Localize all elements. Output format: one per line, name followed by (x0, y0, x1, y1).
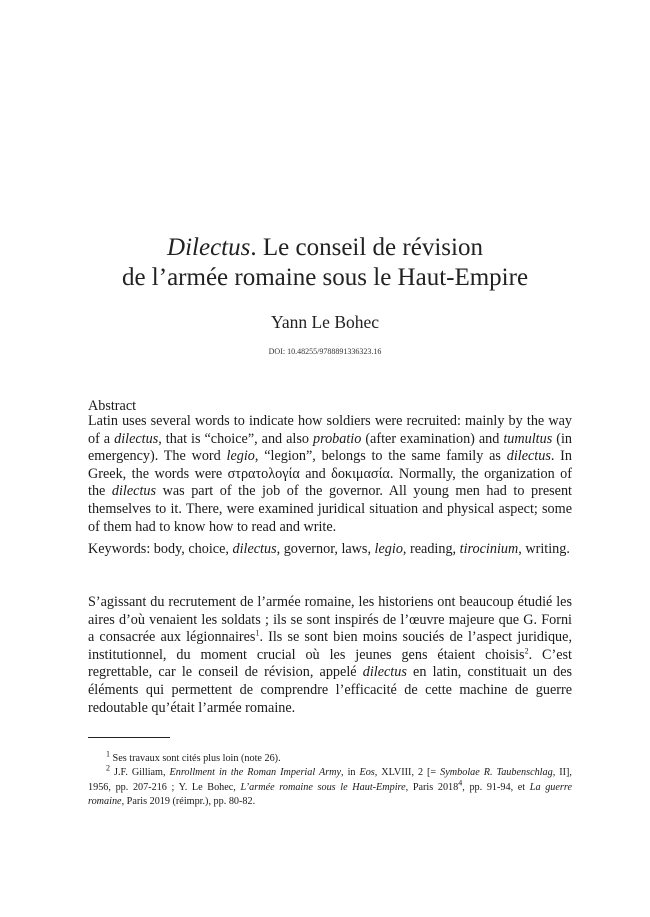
text-run: (in emergency). The word (88, 430, 572, 465)
abstract-paragraph (88, 413, 572, 536)
text-run: (after examination) and (361, 430, 504, 447)
title-line-2: de l’armée romaine sous le Haut-Empire (121, 264, 529, 291)
italic-term: tirocinium (459, 541, 519, 557)
footnote-marker: 1 (255, 628, 260, 638)
footnote-marker: 1 (106, 749, 110, 759)
footnote-marker: 2 (524, 646, 529, 656)
italic-term: dilectus (114, 430, 159, 447)
text-run: , Paris 2018 (405, 781, 459, 793)
italic-term: dilectus (232, 541, 277, 557)
italic-term: dilectus (362, 664, 407, 681)
text-run: Latin uses several words to indicate how soldiers were recruited: mainly by the way of a (88, 413, 572, 447)
text-run: was part of the job of the governor. All young men had to present themselves to it. There, were examined juridical situation and physical aspect; some of them had to know how to read and write. (88, 483, 572, 535)
text-run: , pp. 91-94, et (462, 781, 530, 793)
italic-term: La guerre romaine (88, 781, 572, 808)
body-text (88, 594, 572, 717)
author-name: Yann Le Bohec (270, 312, 380, 332)
body-paragraph (88, 594, 572, 717)
text-run: , XLVIII, 2 [= (374, 767, 441, 779)
text-run: , Paris 2019 (réimpr.), pp. 80-82. (121, 796, 256, 808)
text-run: J.F. Gilliam, (110, 767, 170, 779)
italic-term: L’armée romaine sous le Haut-Empire (240, 781, 406, 793)
italic-term: Symbolae R. Taubenschlag (440, 767, 553, 779)
text-run: . Ils se sont bien moins souciés de l’aspect juridique, institutionnel, du moment crucial où les jeunes gens étaient choisis (88, 629, 572, 663)
footnote-marker: 2 (106, 764, 110, 774)
footnote-separator (88, 737, 170, 738)
italic-term: legio (226, 448, 255, 465)
footnote-marker: 4 (458, 778, 463, 788)
italic-term: Eos (359, 767, 375, 779)
paper-title (90, 233, 560, 293)
italic-term: legio (374, 541, 403, 557)
footnote-2 (88, 766, 572, 809)
title-italic-term: Dilectus (167, 234, 251, 261)
title-line-1 (90, 233, 560, 263)
text-run: , II], 1956, pp. 207-216 ; Y. Le Bohec, (88, 767, 572, 793)
text-run: , in (341, 767, 360, 779)
text-run: en latin, constituait un des éléments qui permettent de comprendre l’efficacité de cette machine de guerre redoutable qu’était l’armée romaine. (88, 664, 573, 716)
text-run: , “legion”, belongs to the same family as (254, 448, 507, 465)
abstract-text (88, 413, 572, 536)
italic-term: tumultus (503, 430, 553, 447)
keywords (88, 541, 572, 559)
italic-term: dilectus (111, 483, 157, 500)
text-run: Ses travaux sont cités plus loin (note 26). (110, 753, 281, 764)
text-run: , governor, laws, (276, 541, 375, 557)
title-line-1-rest: . Le conseil de révision (250, 234, 483, 261)
italic-term: Enrollment in the Roman Imperial Army (169, 767, 342, 779)
text-run: , writing. (518, 541, 570, 557)
text-run: . In Greek, the words were στρατολογία and δοκιμασία. Normally, the organization of the (88, 448, 572, 500)
text-run: , that is “choice”, and also (158, 430, 313, 447)
abstract-heading: Abstract (88, 398, 137, 414)
text-run: S’agissant du recrutement de l’armée romaine, les historiens ont beaucoup étudié les aires d’où venaient les soldats ; ils se sont inspirés de l’œuvre majeure que G. Forni a consacrée aux légionnaires (88, 594, 572, 646)
text-run: Keywords: body, choice, (88, 541, 233, 557)
doi: DOI: 10.48255/9788891336323.16 (268, 347, 382, 356)
footnote-1 (88, 749, 572, 766)
text-run: . C’est regrettable, car le conseil de révision, appelé (88, 646, 572, 681)
italic-term: probatio (312, 430, 362, 447)
text-run: , reading, (402, 541, 460, 557)
italic-term: dilectus (506, 448, 551, 465)
footnotes (88, 749, 572, 810)
